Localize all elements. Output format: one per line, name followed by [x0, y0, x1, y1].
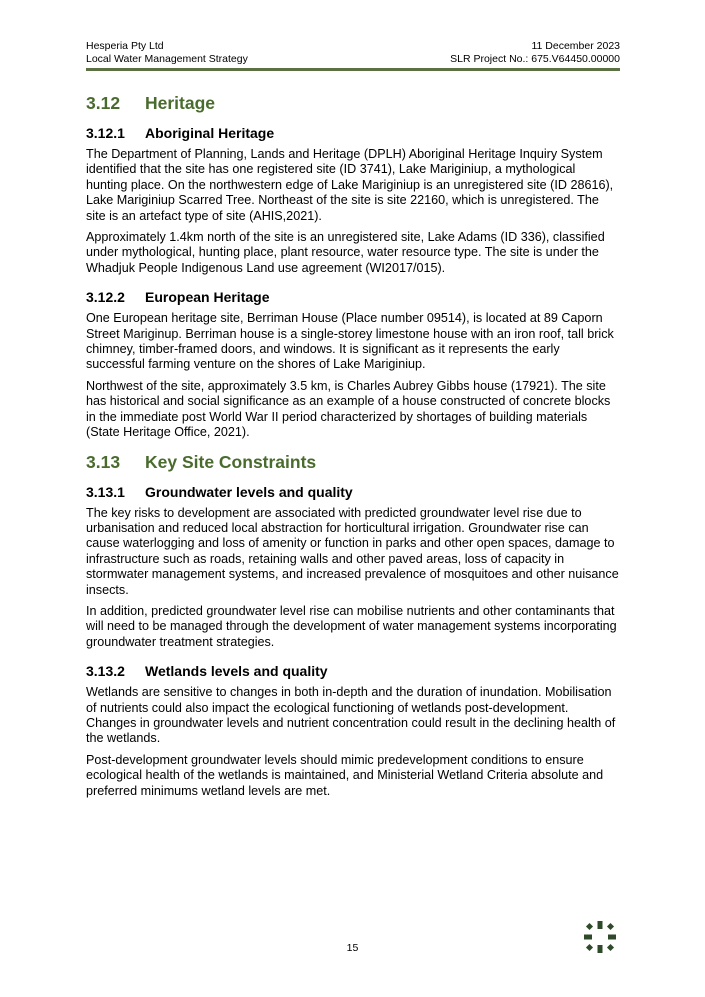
paragraph: The Department of Planning, Lands and Heritage (DPLH) Aboriginal Heritage Inquiry System identified that the site has one registered site (ID 3741), Lake Mariginiup, a mythological hunting place. On the northwestern edge of Lake Mariginiup is an unregistered site (ID 28616), Lake Mariginiup Scarred Tree. Northeast of the site is site 22160, which is unregistered. The site is an artefact type of site (AHIS,2021).: [86, 147, 614, 223]
subsection-number: 3.13.1: [86, 483, 125, 500]
section-heading-constraints: [86, 451, 620, 473]
paragraph: Northwest of the site, approximately 3.5 km, is Charles Aubrey Gibbs house (17921). The site has historical and social significance as an example of a house constructed of concrete blocks in the immediate post World War II period characterized by shortages of building materials (State Heritage Office, 2021).: [86, 378, 611, 440]
subsection-heading-aboriginal: [86, 124, 620, 142]
subsection-title: European Heritage: [145, 289, 270, 306]
header-row-bottom: [86, 53, 620, 66]
paragraph: One European heritage site, Berriman House (Place number 09514), is located at 89 Caporn Street Mariginup. Berriman house is a single-storey limestone house with an iron roof, tall brick chimney, timber-framed doors, and windows. It is significant as it represents the early successful farming venture on the shores of Lake Mariginiup.: [86, 311, 614, 372]
section-number: 3.13: [86, 451, 121, 472]
paragraph: Post-development groundwater levels should mimic predevelopment conditions to ensure ecological health of the wetlands is maintained, and Ministerial Wetland Criteria absolute and preferred minimums wetland levels are met.: [86, 752, 604, 798]
slr-logo-icon: [582, 919, 618, 955]
paragraph: Approximately 1.4km north of the site is an unregistered site, Lake Adams (ID 336), classified under mythological, hunting place, plant resource, water resource type. The site is under the Whadjuk People Indigenous Land use agreement (WI2017/015).: [86, 230, 605, 275]
section-title: Heritage: [145, 93, 216, 113]
subsection-title: Aboriginal Heritage: [145, 125, 275, 141]
subsection-title: Wetlands levels and quality: [145, 663, 328, 680]
subsection-number: 3.12.2: [86, 289, 125, 306]
header-date: 11 December 2023: [531, 40, 620, 52]
header-document: Local Water Management Strategy: [86, 53, 248, 65]
page-content: [86, 92, 620, 805]
subsection-heading-groundwater: [86, 483, 620, 501]
paragraph: In addition, predicted groundwater level rise can mobilise nutrients and other contaminants that will need to be managed through the development of water management systems incorporating groundwater treatment strategies.: [86, 603, 617, 649]
header-company: Hesperia Pty Ltd: [86, 40, 164, 52]
header-row-top: [86, 40, 620, 53]
subsection-title: Groundwater levels and quality: [145, 483, 353, 500]
paragraph: The key risks to development are associated with predicted groundwater level rise due to urbanisation and reduced local abstraction for horticultural irrigation. Groundwater rise can cause waterlogging and loss of amenity or function in parks and other open spaces, damage to infrastructure such as roads, retaining walls and other paved areas, loss of capacity in stormwater management systems, and increased prevalence of mosquitoes and other nuisance insects.: [86, 505, 619, 597]
page-number: 15: [346, 942, 359, 954]
section-number: 3.12: [86, 93, 121, 113]
subsection-heading-wetlands: [86, 662, 620, 680]
section-title: Key Site Constraints: [145, 451, 317, 472]
subsection-heading-european: [86, 288, 620, 306]
header-rule: [86, 68, 620, 71]
paragraph: Wetlands are sensitive to changes in both in-depth and the duration of inundation. Mobilisation of nutrients could also impact the ecological functioning of wetlands post-development. Changes in groundwater levels and nutrient concentration could result in the declining health of the wetlands.: [86, 685, 616, 746]
subsection-number: 3.13.2: [86, 663, 125, 680]
page-header: [86, 40, 620, 66]
subsection-number: 3.12.1: [86, 125, 125, 141]
section-heading-heritage: [86, 92, 620, 114]
header-project: SLR Project No.: 675.V64450.00000: [450, 53, 620, 65]
